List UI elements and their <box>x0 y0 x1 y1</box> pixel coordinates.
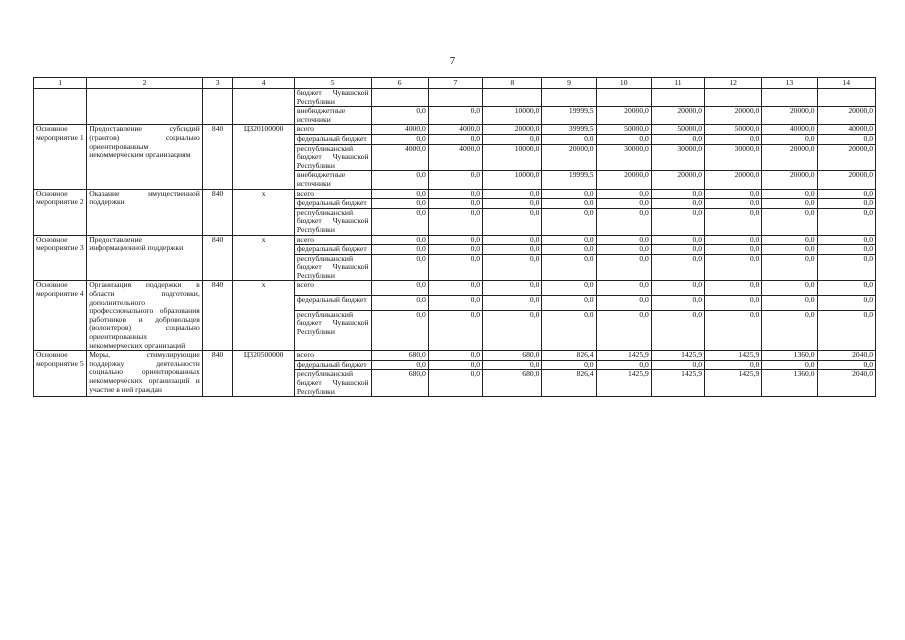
amount-cell: 0,0 <box>428 254 482 281</box>
amount-cell: 1425,9 <box>705 351 762 361</box>
amount-cell: 0,0 <box>817 189 875 199</box>
event-name-cell: Основное мероприятие 3 <box>34 235 87 281</box>
amount-cell: 0,0 <box>817 245 875 255</box>
amount-cell: 826,4 <box>542 370 596 397</box>
table-body <box>34 78 876 397</box>
column-number-cell: 13 <box>762 78 817 89</box>
funding-source-cell: республиканский бюджет Чувашской Республики <box>294 310 371 351</box>
grbs-code-cell: 840 <box>202 125 233 189</box>
amount-cell: 0,0 <box>371 360 428 370</box>
amount-cell: 10000,0 <box>483 107 542 125</box>
amount-cell: 0,0 <box>428 370 482 397</box>
amount-cell: 19999,5 <box>542 171 596 189</box>
funding-source-cell: всего <box>294 351 371 361</box>
amount-cell: 0,0 <box>428 310 482 351</box>
column-number-cell: 8 <box>483 78 542 89</box>
budget-table <box>33 77 876 397</box>
amount-cell: 10000,0 <box>483 144 542 171</box>
funding-source-cell: всего <box>294 281 371 296</box>
amount-cell: 0,0 <box>542 310 596 351</box>
amount-cell: 0,0 <box>817 281 875 296</box>
amount-cell: 0,0 <box>651 245 704 255</box>
amount-cell: 4000,0 <box>428 144 482 171</box>
amount-cell: 0,0 <box>428 107 482 125</box>
amount-cell: 0,0 <box>596 199 651 209</box>
amount-cell: 0,0 <box>542 281 596 296</box>
amount-cell: 20000,0 <box>762 171 817 189</box>
amount-cell: 0,0 <box>542 199 596 209</box>
amount-cell: 0,0 <box>651 134 704 144</box>
event-description-cell: Предоставление субсидий (грантов) социально ориентированным некоммерческим организациям <box>87 125 203 189</box>
amount-cell: 20000,0 <box>762 107 817 125</box>
amount-cell: 0,0 <box>483 360 542 370</box>
column-number-cell: 5 <box>294 78 371 89</box>
amount-cell <box>483 89 542 107</box>
amount-cell: 0,0 <box>428 199 482 209</box>
amount-cell: 0,0 <box>705 360 762 370</box>
amount-cell: 0,0 <box>483 189 542 199</box>
amount-cell: 20000,0 <box>651 171 704 189</box>
column-number-cell: 4 <box>233 78 294 89</box>
amount-cell: 0,0 <box>542 245 596 255</box>
column-number-cell: 12 <box>705 78 762 89</box>
event-name-cell: Основное мероприятие 5 <box>34 351 87 397</box>
amount-cell: 0,0 <box>483 208 542 235</box>
amount-cell <box>542 89 596 107</box>
funding-source-cell: внебюджетные источники <box>294 107 371 125</box>
amount-cell: 1425,9 <box>596 370 651 397</box>
funding-source-cell: республиканский бюджет Чувашской Республики <box>294 144 371 171</box>
grbs-code-cell: 840 <box>202 351 233 397</box>
amount-cell: 0,0 <box>371 189 428 199</box>
column-number-cell: 14 <box>817 78 875 89</box>
amount-cell: 0,0 <box>596 134 651 144</box>
amount-cell: 0,0 <box>705 189 762 199</box>
amount-cell: 0,0 <box>371 199 428 209</box>
event-description-cell: Оказание имущественной поддержки <box>87 189 203 235</box>
amount-cell: 0,0 <box>483 245 542 255</box>
amount-cell: 0,0 <box>705 208 762 235</box>
amount-cell: 4000,0 <box>428 125 482 135</box>
funding-source-cell: всего <box>294 125 371 135</box>
funding-source-cell: республиканский бюджет Чувашской Республики <box>294 208 371 235</box>
funding-source-cell: внебюджетные источники <box>294 171 371 189</box>
amount-cell: 0,0 <box>371 235 428 245</box>
amount-cell: 0,0 <box>371 245 428 255</box>
amount-cell: 0,0 <box>651 254 704 281</box>
table-row <box>34 281 876 296</box>
amount-cell: 0,0 <box>428 281 482 296</box>
amount-cell: 0,0 <box>428 351 482 361</box>
event-name-cell <box>34 89 87 125</box>
table-row <box>34 189 876 199</box>
amount-cell: 0,0 <box>596 254 651 281</box>
amount-cell: 19999,5 <box>542 107 596 125</box>
amount-cell: 0,0 <box>596 245 651 255</box>
amount-cell: 20000,0 <box>596 107 651 125</box>
amount-cell: 0,0 <box>762 254 817 281</box>
amount-cell: 0,0 <box>596 208 651 235</box>
amount-cell <box>371 89 428 107</box>
amount-cell: 0,0 <box>542 296 596 311</box>
table-row <box>34 351 876 361</box>
table-row <box>34 125 876 135</box>
amount-cell: 1360,0 <box>762 351 817 361</box>
funding-source-cell: бюджет Чувашской Республики <box>294 89 371 107</box>
amount-cell: 40000,0 <box>817 125 875 135</box>
amount-cell: 0,0 <box>596 281 651 296</box>
amount-cell: 680,0 <box>483 370 542 397</box>
amount-cell: 0,0 <box>428 134 482 144</box>
amount-cell: 0,0 <box>762 245 817 255</box>
amount-cell: 0,0 <box>483 254 542 281</box>
amount-cell: 0,0 <box>428 360 482 370</box>
funding-source-cell: федеральный бюджет <box>294 360 371 370</box>
amount-cell: 0,0 <box>762 199 817 209</box>
amount-cell: 0,0 <box>651 208 704 235</box>
amount-cell: 0,0 <box>428 245 482 255</box>
amount-cell: 30000,0 <box>705 144 762 171</box>
classification-code-cell: х <box>233 281 294 351</box>
amount-cell: 0,0 <box>371 310 428 351</box>
amount-cell: 0,0 <box>596 235 651 245</box>
amount-cell: 1360,0 <box>762 370 817 397</box>
amount-cell: 0,0 <box>762 281 817 296</box>
amount-cell: 0,0 <box>428 235 482 245</box>
grbs-code-cell <box>202 89 233 125</box>
amount-cell: 1425,9 <box>596 351 651 361</box>
amount-cell: 0,0 <box>705 199 762 209</box>
amount-cell: 0,0 <box>762 189 817 199</box>
grbs-code-cell: 840 <box>202 189 233 235</box>
amount-cell: 0,0 <box>705 281 762 296</box>
amount-cell: 826,4 <box>542 351 596 361</box>
table-row <box>34 235 876 245</box>
amount-cell: 20000,0 <box>817 144 875 171</box>
amount-cell: 0,0 <box>596 189 651 199</box>
amount-cell: 0,0 <box>428 171 482 189</box>
amount-cell: 10000,0 <box>483 171 542 189</box>
event-description-cell <box>87 89 203 125</box>
amount-cell: 0,0 <box>762 208 817 235</box>
amount-cell: 0,0 <box>542 254 596 281</box>
amount-cell: 0,0 <box>371 296 428 311</box>
amount-cell: 680,0 <box>483 351 542 361</box>
amount-cell: 0,0 <box>542 134 596 144</box>
column-number-cell: 11 <box>651 78 704 89</box>
amount-cell: 20000,0 <box>705 107 762 125</box>
amount-cell: 0,0 <box>817 134 875 144</box>
grbs-code-cell: 840 <box>202 281 233 351</box>
amount-cell <box>596 89 651 107</box>
amount-cell: 20000,0 <box>542 144 596 171</box>
column-number-cell: 2 <box>87 78 203 89</box>
amount-cell: 0,0 <box>817 208 875 235</box>
amount-cell: 50000,0 <box>705 125 762 135</box>
amount-cell: 40000,0 <box>762 125 817 135</box>
amount-cell <box>817 89 875 107</box>
amount-cell: 0,0 <box>483 310 542 351</box>
amount-cell: 0,0 <box>762 310 817 351</box>
funding-source-cell: всего <box>294 235 371 245</box>
amount-cell: 0,0 <box>705 235 762 245</box>
amount-cell: 0,0 <box>542 235 596 245</box>
amount-cell: 0,0 <box>371 107 428 125</box>
amount-cell: 0,0 <box>483 199 542 209</box>
amount-cell: 39999,5 <box>542 125 596 135</box>
amount-cell: 1425,9 <box>651 351 704 361</box>
column-number-cell: 3 <box>202 78 233 89</box>
event-name-cell: Основное мероприятие 4 <box>34 281 87 351</box>
classification-code-cell: Ц320500000 <box>233 351 294 397</box>
amount-cell: 0,0 <box>371 171 428 189</box>
classification-code-cell: х <box>233 189 294 235</box>
amount-cell: 30000,0 <box>596 144 651 171</box>
event-description-cell: Меры, стимулирующие поддержку деятельности социально ориентированных некоммерческих организаций и участие в ней граждан <box>87 351 203 397</box>
grbs-code-cell: 840 <box>202 235 233 281</box>
amount-cell: 0,0 <box>817 360 875 370</box>
amount-cell: 2040,0 <box>817 370 875 397</box>
amount-cell: 1425,9 <box>651 370 704 397</box>
amount-cell: 0,0 <box>483 134 542 144</box>
amount-cell: 0,0 <box>762 296 817 311</box>
amount-cell: 0,0 <box>651 189 704 199</box>
amount-cell: 0,0 <box>817 199 875 209</box>
classification-code-cell: Ц320100000 <box>233 125 294 189</box>
funding-source-cell: республиканский бюджет Чувашской Республики <box>294 370 371 397</box>
amount-cell: 0,0 <box>651 296 704 311</box>
amount-cell: 0,0 <box>371 208 428 235</box>
amount-cell: 0,0 <box>817 310 875 351</box>
event-name-cell: Основное мероприятие 1 <box>34 125 87 189</box>
amount-cell: 0,0 <box>651 281 704 296</box>
amount-cell: 0,0 <box>762 360 817 370</box>
funding-source-cell: федеральный бюджет <box>294 245 371 255</box>
column-number-cell: 7 <box>428 78 482 89</box>
amount-cell: 0,0 <box>705 134 762 144</box>
funding-source-cell: республиканский бюджет Чувашской Республики <box>294 254 371 281</box>
amount-cell: 0,0 <box>762 134 817 144</box>
amount-cell <box>762 89 817 107</box>
amount-cell: 0,0 <box>371 254 428 281</box>
column-number-row <box>34 78 876 89</box>
amount-cell: 0,0 <box>705 310 762 351</box>
amount-cell: 0,0 <box>596 310 651 351</box>
amount-cell: 0,0 <box>817 254 875 281</box>
amount-cell: 20000,0 <box>596 171 651 189</box>
amount-cell <box>428 89 482 107</box>
funding-source-cell: всего <box>294 189 371 199</box>
amount-cell: 0,0 <box>817 296 875 311</box>
amount-cell: 0,0 <box>651 235 704 245</box>
amount-cell: 0,0 <box>596 360 651 370</box>
amount-cell: 20000,0 <box>817 107 875 125</box>
amount-cell: 0,0 <box>483 296 542 311</box>
amount-cell: 0,0 <box>428 208 482 235</box>
amount-cell: 680,0 <box>371 351 428 361</box>
amount-cell: 0,0 <box>428 189 482 199</box>
amount-cell: 0,0 <box>596 296 651 311</box>
classification-code-cell: х <box>233 235 294 281</box>
column-number-cell: 9 <box>542 78 596 89</box>
amount-cell: 20000,0 <box>483 125 542 135</box>
event-description-cell: Предоставление информационной поддержки <box>87 235 203 281</box>
amount-cell: 20000,0 <box>762 144 817 171</box>
funding-source-cell: федеральный бюджет <box>294 199 371 209</box>
amount-cell: 4000,0 <box>371 125 428 135</box>
amount-cell: 0,0 <box>651 310 704 351</box>
amount-cell: 0,0 <box>542 360 596 370</box>
funding-source-cell: федеральный бюджет <box>294 296 371 311</box>
amount-cell: 4000,0 <box>371 144 428 171</box>
amount-cell <box>705 89 762 107</box>
amount-cell: 0,0 <box>705 245 762 255</box>
amount-cell: 680,0 <box>371 370 428 397</box>
page-number: 7 <box>449 55 456 67</box>
amount-cell: 0,0 <box>651 199 704 209</box>
amount-cell: 0,0 <box>428 296 482 311</box>
amount-cell: 50000,0 <box>596 125 651 135</box>
table-row <box>34 89 876 107</box>
event-name-cell: Основное мероприятие 2 <box>34 189 87 235</box>
amount-cell: 0,0 <box>705 296 762 311</box>
amount-cell: 0,0 <box>483 281 542 296</box>
amount-cell: 2040,0 <box>817 351 875 361</box>
column-number-cell: 1 <box>34 78 87 89</box>
amount-cell <box>651 89 704 107</box>
amount-cell: 0,0 <box>542 189 596 199</box>
amount-cell: 1425,9 <box>705 370 762 397</box>
amount-cell: 0,0 <box>705 254 762 281</box>
amount-cell: 20000,0 <box>817 171 875 189</box>
amount-cell: 20000,0 <box>651 107 704 125</box>
amount-cell: 0,0 <box>371 134 428 144</box>
funding-source-cell: федеральный бюджет <box>294 134 371 144</box>
amount-cell: 20000,0 <box>705 171 762 189</box>
amount-cell: 50000,0 <box>651 125 704 135</box>
event-description-cell: Организация поддержки в области подготовки, дополнительного профессионального образования работников и добровольцев (волонтеров) социально ориентированных некоммерческих организаций <box>87 281 203 351</box>
amount-cell: 0,0 <box>651 360 704 370</box>
amount-cell: 0,0 <box>817 235 875 245</box>
column-number-cell: 10 <box>596 78 651 89</box>
amount-cell: 0,0 <box>483 235 542 245</box>
column-number-cell: 6 <box>371 78 428 89</box>
amount-cell: 0,0 <box>371 281 428 296</box>
amount-cell: 30000,0 <box>651 144 704 171</box>
classification-code-cell <box>233 89 294 125</box>
amount-cell: 0,0 <box>542 208 596 235</box>
amount-cell: 0,0 <box>762 235 817 245</box>
